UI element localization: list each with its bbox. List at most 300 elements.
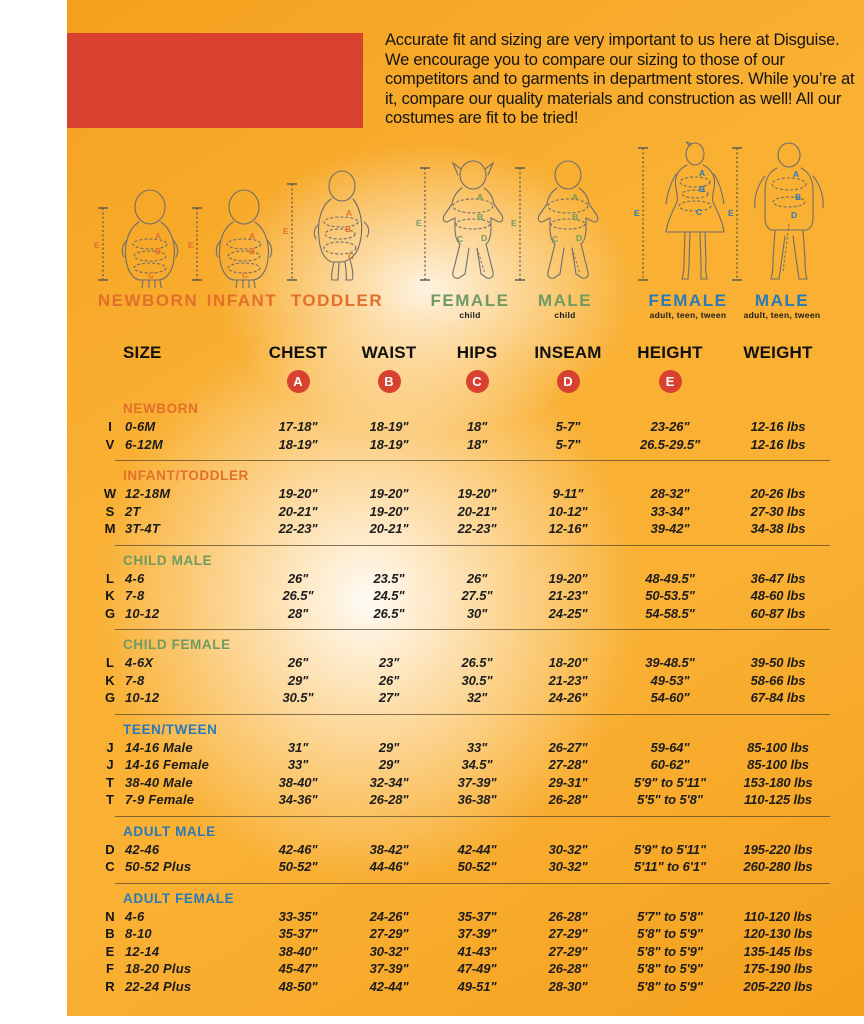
column-header-inseam: INSEAM [534,343,602,362]
cell-hips: 37-39" [457,774,497,790]
size-name: 14-16 Female [125,757,210,773]
cell-hips: 32" [466,690,488,706]
size-name: 22-24 Plus [125,978,192,994]
cell-hips: 30.5" [461,672,493,688]
figure-marker-a: A [699,168,706,178]
cell-weight: 27-30 lbs [750,503,806,519]
figure-marker-a: A [155,231,162,241]
size-row [97,791,830,809]
size-code-letter: K [105,588,115,604]
marker-cell [435,370,519,393]
size-code-letter: C [105,859,115,875]
cell-chest: 42-46" [278,841,318,857]
cell-hips: 37-39" [457,926,497,942]
size-code-letter: T [106,792,114,808]
cell-waist: 42-44" [369,978,409,994]
section-title: CHILD MALE [123,552,213,568]
cell-inseam: 24-25" [548,605,588,621]
size-code-letter: J [106,739,114,755]
size-name: 4-6 [125,570,145,586]
cell-waist: 19-20" [369,503,409,519]
figure-marker-e: E [94,240,100,250]
cell-hips: 33" [466,739,488,755]
section-title: CHILD FEMALE [123,637,231,652]
cell-waist: 29" [378,739,400,755]
cell-weight: 58-66 lbs [750,672,806,688]
section-title-row [97,399,837,418]
cell-weight: 60-87 lbs [750,605,806,621]
figure-illustration-child-male [510,156,620,288]
figure-marker-c: C [552,234,559,244]
size-name: 8-10 [125,926,152,942]
cell-height: 49-53" [650,672,690,688]
red-banner [67,33,363,128]
size-row [97,858,830,876]
cell-waist: 44-46" [369,859,409,875]
size-section-newborn [97,396,837,453]
cell-hips: 50-52" [457,859,497,875]
figure-illustration-baby [187,180,297,288]
size-row [97,436,837,454]
section-inner [97,551,830,623]
size-code-letter: B [105,926,115,942]
cell-hips: 26.5" [461,655,493,671]
size-name: 42-46 [125,841,160,857]
figure-marker-b: B [155,246,162,256]
size-code-letter: N [105,908,115,924]
figure-label: MALE [537,291,593,310]
cell-weight: 260-280 lbs [743,859,813,875]
figure-label: FEMALE [648,291,728,310]
cell-inseam: 29-31" [548,774,588,790]
size-section-teen-tween [106,714,830,809]
section-title-row [97,720,830,739]
figure-illustration-adult-male [727,140,837,288]
size-row [97,654,830,672]
cell-hips: 26" [466,570,488,586]
column-header-hips: HIPS [456,343,498,362]
size-name: 7-8 [125,588,145,604]
figure-label: NEWBORN [97,291,199,310]
cell-chest: 19-20" [278,486,318,502]
size-name: 4-6 [125,908,145,924]
cell-weight: 85-100 lbs [747,739,809,755]
marker-badge-c: C [466,370,489,393]
figure-male-child [510,156,620,320]
cell-chest: 30.5" [282,690,314,706]
section-title-row [97,822,830,841]
size-name: 0-6M [125,419,156,435]
section-title: ADULT FEMALE [123,890,235,906]
size-code-letter: G [104,690,116,706]
cell-waist: 29" [378,757,400,773]
column-header-height: HEIGHT [637,343,703,362]
size-name: 4-6X [125,655,154,671]
figure-marker-d: D [481,233,488,243]
cell-inseam: 28-30" [548,978,588,994]
section-title: NEWBORN [123,401,199,416]
figure-sublabel: child [459,310,481,320]
cell-hips: 20-21" [457,503,497,519]
figure-marker-a: A [249,231,256,241]
cell-hips: 22-23" [457,521,497,537]
cell-inseam: 12-16" [548,521,588,537]
cell-weight: 110-125 lbs [743,792,813,808]
figure-marker-a: A [793,169,800,179]
cell-chest: 35-37" [278,926,318,942]
size-code-letter: K [105,672,115,688]
column-header-chest: CHEST [268,343,328,362]
figure-illustration-child-female [415,156,525,288]
size-name: 12-14 [125,943,160,959]
size-name: 2T [125,503,141,519]
figure-marker-c: C [457,234,464,244]
cell-chest: 26.5" [282,588,314,604]
figure-marker-e: E [283,226,289,236]
figure-marker-e: E [511,218,517,228]
cell-waist: 26-28" [369,792,409,808]
cell-weight: 67-84 lbs [750,690,806,706]
section-inner [97,635,830,707]
size-row [97,960,830,978]
cell-inseam: 24-26" [548,690,588,706]
size-row [97,418,837,436]
size-code-letter: L [106,655,114,671]
size-row [97,925,830,943]
cell-height: 48-49.5" [645,570,695,586]
size-name: 10-12 [125,605,160,621]
section-title-row [97,889,830,908]
cell-weight: 34-38 lbs [750,521,806,537]
cell-waist: 23" [378,655,400,671]
cell-inseam: 27-29" [548,926,588,942]
cell-hips: 18" [466,419,488,435]
cell-chest: 26" [287,655,309,671]
size-code-letter: I [108,419,112,435]
figure-marker-b: B [249,246,256,256]
marker-cell [343,370,435,393]
cell-hips: 18" [466,436,488,452]
cell-chest: 31" [287,739,309,755]
marker-legend-row [97,366,837,396]
cell-inseam: 9-11" [552,486,584,502]
figure-marker-e: E [416,218,422,228]
marker-badge-d: D [557,370,580,393]
cell-height: 54-60" [650,690,690,706]
cell-waist: 19-20" [369,486,409,502]
cell-chest: 48-50" [278,978,318,994]
column-header-waist: WAIST [361,343,417,362]
cell-weight: 36-47 lbs [750,570,806,586]
cell-height: 5'9" to 5'11" [634,841,706,857]
figure-label: TODDLER [290,291,384,310]
cell-waist: 20-21" [369,521,409,537]
size-name: 50-52 Plus [125,859,192,875]
marker-badge-b: B [378,370,401,393]
figure-marker-e: E [188,240,194,250]
cell-hips: 47-49" [457,961,497,977]
cell-waist: 24.5" [373,588,405,604]
cell-height: 54-58.5" [645,605,695,621]
cell-weight: 39-50 lbs [750,655,806,671]
size-name: 14-16 Male [125,739,193,755]
section-inner [97,889,830,996]
size-row [97,774,830,792]
size-chart-card [67,0,864,1016]
cell-waist: 18-19" [369,436,409,452]
size-row [97,672,830,690]
size-row [97,978,830,996]
column-header-size: SIZE [123,343,162,362]
figure-male-adult [727,140,837,320]
cell-chest: 29" [287,672,309,688]
column-header-weight: WEIGHT [743,343,813,362]
figure-marker-b: B [795,192,802,202]
cell-hips: 27.5" [461,588,493,604]
cell-waist: 30-32" [369,943,409,959]
cell-inseam: 26-28" [548,908,588,924]
size-code-letter: S [105,503,115,519]
cell-inseam: 18-20" [548,655,588,671]
cell-height: 26.5-29.5" [639,436,701,452]
cell-height: 33-34" [650,503,690,519]
cell-weight: 175-190 lbs [743,961,813,977]
size-name: 7-8 [125,672,145,688]
size-name: 6-12M [125,436,163,452]
section-inner [97,720,830,809]
size-name: 38-40 Male [125,774,193,790]
figure-sublabel: adult, teen, tween [649,310,727,320]
figure-marker-a: A [477,192,484,202]
size-row [97,520,830,538]
cell-hips: 34.5" [461,757,493,773]
section-title: INFANT/TODDLER [123,468,249,483]
cell-waist: 23.5" [373,570,405,586]
size-name: 7-9 Female [125,792,195,808]
size-code-letter: T [106,774,114,790]
figure-marker-a: A [572,192,579,202]
figure-marker-d: D [791,210,798,220]
cell-chest: 50-52" [278,859,318,875]
size-row [97,605,830,623]
cell-weight: 20-26 lbs [750,486,806,502]
figure-marker-e: E [634,208,640,218]
cell-weight: 12-16 lbs [750,419,806,435]
intro-paragraph: Accurate fit and sizing are very important to us here at Disguise. We encourage you to compare our sizing to those of our competitors and to garments in department stores. While you’re at it, compare our quality materials and construction as well! All our costumes are fit to be tried! [385,31,855,127]
cell-hips: 30" [466,605,488,621]
size-row [97,943,830,961]
size-row [97,841,830,859]
cell-chest: 33" [287,757,309,773]
cell-inseam: 27-29" [548,943,588,959]
figure-marker-e: E [728,208,734,218]
cell-height: 60-62" [650,757,690,773]
section-title-row [97,551,830,570]
figure-marker-c: C [348,251,355,261]
figure-marker-c: C [242,270,249,280]
size-code-letter: R [105,978,115,994]
marker-badge-e: E [659,370,682,393]
figure-infant-1 [187,180,297,311]
size-row [97,689,830,707]
cell-inseam: 21-23" [548,672,588,688]
marker-cell [253,370,343,393]
cell-weight: 120-130 lbs [743,926,813,942]
cell-chest: 38-40" [278,774,318,790]
cell-hips: 41-43" [457,943,497,959]
marker-badge-a: A [287,370,310,393]
cell-waist: 26" [378,672,400,688]
cell-inseam: 26-27" [548,739,588,755]
size-code-letter: G [104,605,116,621]
figure-label: MALE [754,291,810,310]
cell-inseam: 10-12" [548,503,588,519]
cell-height: 5'7" to 5'8" [637,908,703,924]
figure-label: FEMALE [430,291,510,310]
figure-marker-a: A [346,208,353,218]
size-code-letter: V [105,436,115,452]
cell-chest: 20-21" [278,503,318,519]
cell-height: 5'8" to 5'9" [637,943,703,959]
cell-hips: 19-20" [457,486,497,502]
marker-cell [617,370,723,393]
cell-height: 5'8" to 5'9" [637,926,703,942]
size-name: 12-18M [125,486,171,502]
size-section-child-male [104,545,830,623]
section-title: ADULT MALE [123,823,216,839]
figure-marker-d: D [576,233,583,243]
cell-height: 28-32" [650,486,690,502]
cell-hips: 36-38" [457,792,497,808]
size-code-letter: E [105,943,115,959]
size-code-letter: J [106,757,114,773]
size-row [97,908,830,926]
cell-inseam: 26-28" [548,961,588,977]
size-table [97,340,837,995]
figure-label: INFANT [206,291,278,310]
size-code-letter: D [105,841,115,857]
cell-weight: 195-220 lbs [743,841,813,857]
cell-height: 5'8" to 5'9" [637,978,703,994]
cell-hips: 49-51" [457,978,497,994]
cell-chest: 22-23" [278,521,318,537]
cell-waist: 24-26" [369,908,409,924]
table-header-row [97,340,837,366]
table-sections [97,396,837,995]
cell-waist: 27" [378,690,400,706]
size-section-infant-toddler [103,460,830,538]
cell-height: 5'5" to 5'8" [637,792,703,808]
section-inner [97,466,830,538]
size-code-letter: L [106,570,114,586]
figure-marker-b: B [572,212,579,222]
figure-marker-b: B [477,212,484,222]
figure-sublabel: child [554,310,576,320]
cell-height: 50-53.5" [645,588,695,604]
section-inner [97,822,830,876]
size-row [97,587,830,605]
size-code-letter: M [104,521,116,537]
figure-marker-c: C [148,270,155,280]
size-section-adult-female [105,883,830,996]
cell-waist: 27-29" [369,926,409,942]
size-code-letter: W [103,486,117,502]
cell-inseam: 27-28" [548,757,588,773]
cell-hips: 42-44" [457,841,497,857]
figure-marker-b: B [345,224,352,234]
size-name: 18-20 Plus [125,961,192,977]
size-row [97,756,830,774]
section-inner [97,399,837,453]
cell-weight: 110-120 lbs [743,908,813,924]
size-row [97,570,830,588]
cell-inseam: 19-20" [548,570,588,586]
size-row [97,503,830,521]
cell-chest: 26" [287,570,309,586]
cell-height: 39-48.5" [645,655,695,671]
cell-chest: 28" [287,605,309,621]
cell-inseam: 5-7" [555,436,581,452]
cell-height: 59-64" [650,739,690,755]
cell-inseam: 21-23" [548,588,588,604]
cell-waist: 38-42" [369,841,409,857]
cell-height: 23-26" [650,419,690,435]
size-row [97,739,830,757]
cell-inseam: 5-7" [555,419,581,435]
cell-weight: 205-220 lbs [743,978,813,994]
size-name: 3T-4T [125,521,160,537]
cell-weight: 12-16 lbs [750,436,806,452]
cell-weight: 153-180 lbs [743,774,813,790]
size-name: 10-12 [125,690,160,706]
cell-inseam: 26-28" [548,792,588,808]
size-section-child-female [104,629,830,707]
cell-weight: 48-60 lbs [750,588,806,604]
cell-waist: 18-19" [369,419,409,435]
cell-chest: 45-47" [278,961,318,977]
cell-weight: 85-100 lbs [747,757,809,773]
cell-waist: 32-34" [369,774,409,790]
cell-hips: 35-37" [457,908,497,924]
figure-female-child [415,156,525,320]
cell-chest: 18-19" [278,436,318,452]
cell-waist: 26.5" [373,605,405,621]
figure-marker-c: C [696,207,703,217]
size-row [97,485,830,503]
figure-marker-b: B [699,184,706,194]
cell-weight: 135-145 lbs [743,943,813,959]
cell-chest: 17-18" [278,419,318,435]
figure-sublabel: adult, teen, tween [743,310,821,320]
cell-chest: 33-35" [278,908,318,924]
figure-toddler-2 [282,166,392,311]
section-title-row [97,635,830,654]
cell-chest: 38-40" [278,943,318,959]
cell-inseam: 30-32" [548,841,588,857]
size-section-adult-male [105,816,830,876]
cell-waist: 37-39" [369,961,409,977]
cell-chest: 34-36" [278,792,318,808]
marker-cell [519,370,617,393]
cell-height: 5'11" to 6'1" [634,859,706,875]
cell-height: 5'8" to 5'9" [637,961,703,977]
cell-height: 5'9" to 5'11" [634,774,706,790]
section-title: TEEN/TWEEN [123,721,218,737]
cell-height: 39-42" [650,521,690,537]
size-code-letter: F [106,961,114,977]
cell-inseam: 30-32" [548,859,588,875]
section-title-row [97,466,830,485]
